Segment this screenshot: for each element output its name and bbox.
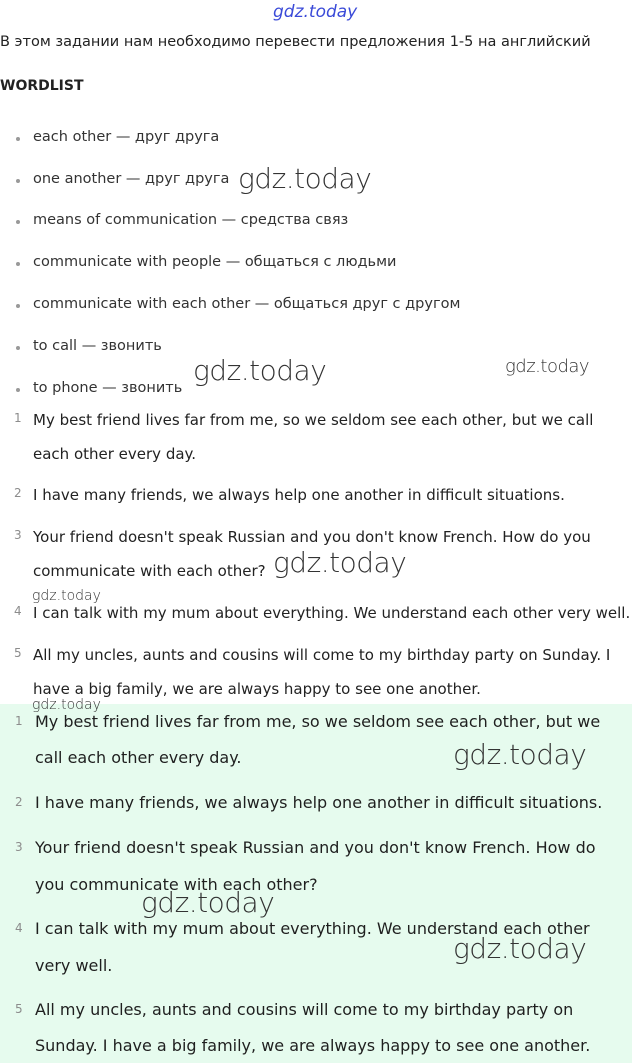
wordlist-item-text: one another — друг друга bbox=[33, 171, 230, 187]
wordlist-item bbox=[16, 380, 182, 396]
bullet-icon bbox=[16, 179, 20, 183]
wordlist-item-text: to call — звонить bbox=[33, 338, 162, 354]
watermark-text: gdz.today bbox=[193, 354, 327, 387]
wordlist-item bbox=[16, 254, 396, 270]
answer-line: very well. bbox=[35, 956, 113, 975]
task-line: have a big family, we are always happy to see one another. bbox=[33, 680, 481, 698]
answer-line: My best friend lives far from me, so we seldom see each other, but we bbox=[35, 712, 601, 731]
wordlist-item bbox=[16, 338, 162, 354]
answer-number: 2 bbox=[15, 795, 23, 809]
watermark-text: gdz.today bbox=[32, 588, 101, 604]
wordlist-item bbox=[16, 171, 229, 187]
task-number: 5 bbox=[14, 646, 22, 660]
wordlist-title: WORDLIST bbox=[0, 78, 84, 94]
task-number: 3 bbox=[14, 528, 22, 542]
task-intro-text: В этом задании нам необходимо перевести предложения 1-5 на английский bbox=[0, 34, 591, 50]
wordlist-item-text: to phone — звонить bbox=[33, 380, 183, 396]
bullet-icon bbox=[16, 304, 20, 308]
task-line: Your friend doesn't speak Russian and you don't know French. How do you bbox=[33, 528, 591, 546]
wordlist-item bbox=[16, 212, 348, 228]
answer-line: I have many friends, we always help one another in difficult situations. bbox=[35, 793, 603, 812]
wordlist-item bbox=[16, 296, 460, 312]
answer-line: I can talk with my mum about everything. We understand each other bbox=[35, 919, 590, 938]
task-number: 1 bbox=[14, 411, 22, 425]
bullet-icon bbox=[16, 262, 20, 266]
wordlist-item-text: communicate with people — общаться с людьми bbox=[33, 254, 397, 270]
task-line: each other every day. bbox=[33, 445, 197, 463]
watermark-text: gdz.today bbox=[32, 697, 101, 713]
watermark-text: gdz.today bbox=[141, 886, 275, 919]
bullet-icon bbox=[16, 220, 20, 224]
task-number: 4 bbox=[14, 604, 22, 618]
header-watermark-logo[interactable]: gdz.today bbox=[273, 2, 358, 22]
answer-line: Sunday. I have a big family, we are always happy to see one another. bbox=[35, 1036, 591, 1055]
watermark-text: gdz.today bbox=[238, 162, 372, 195]
answer-number: 3 bbox=[15, 840, 23, 854]
answer-number: 5 bbox=[15, 1002, 23, 1016]
bullet-icon bbox=[16, 388, 20, 392]
task-number: 2 bbox=[14, 486, 22, 500]
watermark-text: gdz.today bbox=[453, 738, 587, 771]
watermark-text: gdz.today bbox=[273, 546, 407, 579]
wordlist-item bbox=[16, 129, 219, 145]
answer-number: 1 bbox=[15, 714, 23, 728]
answer-line: you communicate with each other? bbox=[35, 875, 318, 894]
watermark-text: gdz.today bbox=[453, 932, 587, 965]
bullet-icon bbox=[16, 346, 20, 350]
task-line: communicate with each other? bbox=[33, 562, 266, 580]
wordlist-item-text: means of communication — средства связ bbox=[33, 212, 349, 228]
bullet-icon bbox=[16, 137, 20, 141]
answer-line: Your friend doesn't speak Russian and you don't know French. How do bbox=[35, 838, 596, 857]
task-line: I have many friends, we always help one another in difficult situations. bbox=[33, 486, 565, 504]
wordlist-item-text: communicate with each other — общаться друг с другом bbox=[33, 296, 461, 312]
watermark-text: gdz.today bbox=[505, 356, 590, 377]
task-line: My best friend lives far from me, so we seldom see each other, but we call bbox=[33, 411, 594, 429]
task-line: I can talk with my mum about everything. We understand each other very well. bbox=[33, 604, 631, 622]
answer-line: All my uncles, aunts and cousins will come to my birthday party on bbox=[35, 1000, 574, 1019]
answer-line: call each other every day. bbox=[35, 748, 242, 767]
wordlist-item-text: each other — друг друга bbox=[33, 129, 220, 145]
task-line: All my uncles, aunts and cousins will come to my birthday party on Sunday. I bbox=[33, 646, 611, 664]
answer-number: 4 bbox=[15, 921, 23, 935]
